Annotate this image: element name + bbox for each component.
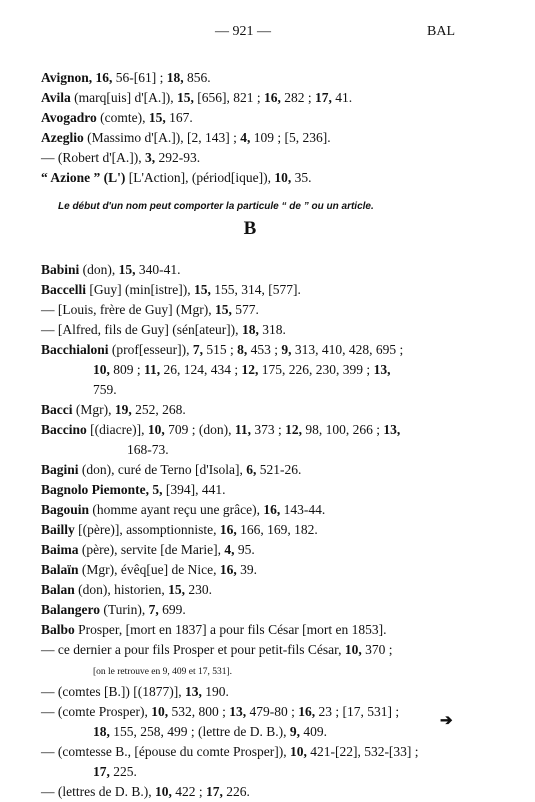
entries-b [41, 260, 461, 802]
index-subentry: — (comte Prosper), 10, 532, 800 ; 13, 479-80 ; 16, 23 ; [17, 531] ; [41, 704, 400, 719]
index-subentry: — [Louis, frère de Guy] (Mgr), 15, 577. [41, 302, 259, 317]
index-entry: Baccino [(diacre)], 10, 709 ; (don), 11, 373 ; 12, 98, 100, 266 ; 13, [41, 422, 401, 437]
index-continuation: 168-73. [127, 442, 169, 457]
index-entry: Babini (don), 15, 340-41. [41, 262, 181, 277]
index-entry: Bailly [(père)], assomptionniste, 16, 166, 169, 182. [41, 522, 318, 537]
index-continuation: 759. [93, 382, 117, 397]
index-entry: Avignon, 16, 56-[61] ; 18, 856. [41, 70, 211, 85]
index-continuation: 17, 225. [93, 764, 137, 779]
section-letter: B [243, 218, 257, 239]
index-entry: Balbo Prosper, [mort en 1837] a pour fils César [mort en 1853]. [41, 622, 387, 637]
index-entry: Avila (marq[uis] d'[A.]), 15, [656], 821 ; 16, 282 ; 17, 41. [41, 90, 353, 105]
continued-arrow-icon: ➔ [440, 713, 453, 729]
index-entry: Baccelli [Guy] (min[istre]), 15, 155, 314, [577]. [41, 282, 301, 297]
index-entry: Baima (père), servite [de Marie], 4, 95. [41, 542, 255, 557]
index-entry: Bagouin (homme ayant reçu une grâce), 16, 143-44. [41, 502, 326, 517]
index-entry: Bacchialoni (prof[esseur]), 7, 515 ; 8, 453 ; 9, 313, 410, 428, 695 ; [41, 342, 404, 357]
running-head: BAL [427, 24, 455, 39]
index-subentry: — [Alfred, fils de Guy] (sén[ateur]), 18, 318. [41, 322, 286, 337]
index-subentry: — (comtesse B., [épouse du comte Prosper]), 10, 421-[22], 532-[33] ; [41, 744, 419, 759]
index-entry: Bagnolo Piemonte, 5, [394], 441. [41, 482, 226, 497]
index-subentry: — ce dernier a pour fils Prosper et pour petit-fils César, 10, 370 ; [41, 642, 393, 657]
index-entry: Balan (don), historien, 15, 230. [41, 582, 213, 597]
index-continuation: 10, 809 ; 11, 26, 124, 434 ; 12, 175, 226, 230, 399 ; 13, [93, 362, 391, 377]
index-subentry: — (lettres de D. B.), 10, 422 ; 17, 226. [41, 784, 250, 799]
index-entry: “ Azione ” (L') [L'Action], (périod[ique]), 10, 35. [41, 170, 312, 185]
index-subentry: — (Robert d'[A.]), 3, 292-93. [41, 150, 201, 165]
index-entry: Balangero (Turin), 7, 699. [41, 602, 186, 617]
page-header [0, 24, 535, 42]
index-entry: Balaïn (Mgr), évêq[ue] de Nice, 16, 39. [41, 562, 257, 577]
index-entry: Azeglio (Massimo d'[A.]), [2, 143] ; 4, 109 ; [5, 236]. [41, 130, 331, 145]
entries-before-b [41, 68, 461, 188]
particle-note: Le début d'un nom peut comporter la particule “ de ” ou un article. [58, 201, 374, 212]
index-entry: Avogadro (comte), 15, 167. [41, 110, 193, 125]
page-number: — 921 — [215, 24, 271, 39]
index-entry: Bagini (don), curé de Terno [d'Isola], 6, 521-26. [41, 462, 302, 477]
index-continuation: 18, 155, 258, 499 ; (lettre de D. B.), 9, 409. [93, 724, 327, 739]
index-entry: Bacci (Mgr), 19, 252, 268. [41, 402, 186, 417]
index-subentry: — (comtes [B.]) [(1877)], 13, 190. [41, 684, 229, 699]
index-continuation: [on le retrouve en 9, 409 et 17, 531]. [93, 667, 233, 677]
